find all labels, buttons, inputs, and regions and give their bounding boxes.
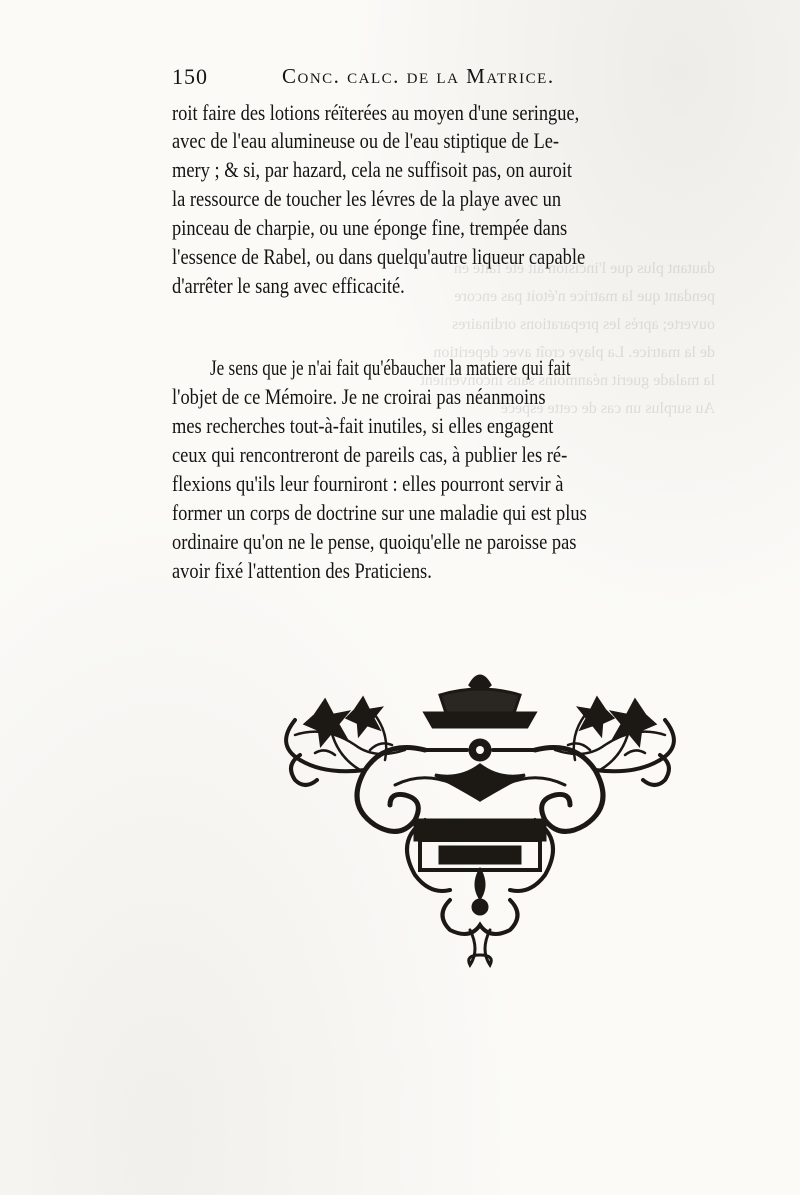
text-line: avec de l'eau alumineuse ou de l'eau stiptique de Le- (172, 128, 560, 153)
bleed-through-text: dautant plus que l'incision ait été faite en pendant que la matrice n'étoit pas encore ouverte; après les preparations ordinaires de la matrice. La playe croît avec deperition la malade guerit néanmoins sans inconvenient Au surplus un cas de cette espece (420, 260, 715, 417)
text-line: l'objet de ce Mémoire. Je ne croirai pas néanmoins (172, 384, 546, 409)
cul-de-lampe-ornament-icon (275, 655, 685, 975)
running-head: Conc. calc. de la Matrice. (282, 64, 555, 88)
text-line: mery ; & si, par hazard, cela ne suffisoit pas, on auroit (172, 157, 573, 182)
page-number: 150 (172, 64, 208, 89)
page-header (172, 58, 700, 94)
text-line-indented: Je sens que je n'ai fait qu'ébaucher la matiere qui fait (210, 355, 571, 380)
text-line: ordinaire qu'on ne le pense, quoiqu'elle ne paroisse pas (172, 529, 577, 554)
text-line: mes recherches tout-à-fait inutiles, si elles engagent (172, 413, 554, 438)
text-line: la ressource de toucher les lévres de la playe avec un (172, 186, 562, 211)
text-line: d'arrêter le sang avec efficacité. (172, 273, 405, 298)
text-line: avoir fixé l'attention des Praticiens. (172, 558, 432, 583)
text-line: l'essence de Rabel, ou dans quelqu'autre liqueur capable (172, 244, 586, 269)
text-line: roit faire des lotions réïterées au moyen d'une seringue, (172, 100, 580, 125)
text-line: former un corps de doctrine sur une maladie qui est plus (172, 500, 587, 525)
text-line: pinceau de charpie, ou une éponge fine, trempée dans (172, 215, 568, 240)
text-line: flexions qu'ils leur fourniront : elles pourront servir à (172, 471, 564, 496)
text-line: ceux qui rencontreront de pareils cas, à publier les ré- (172, 442, 568, 467)
